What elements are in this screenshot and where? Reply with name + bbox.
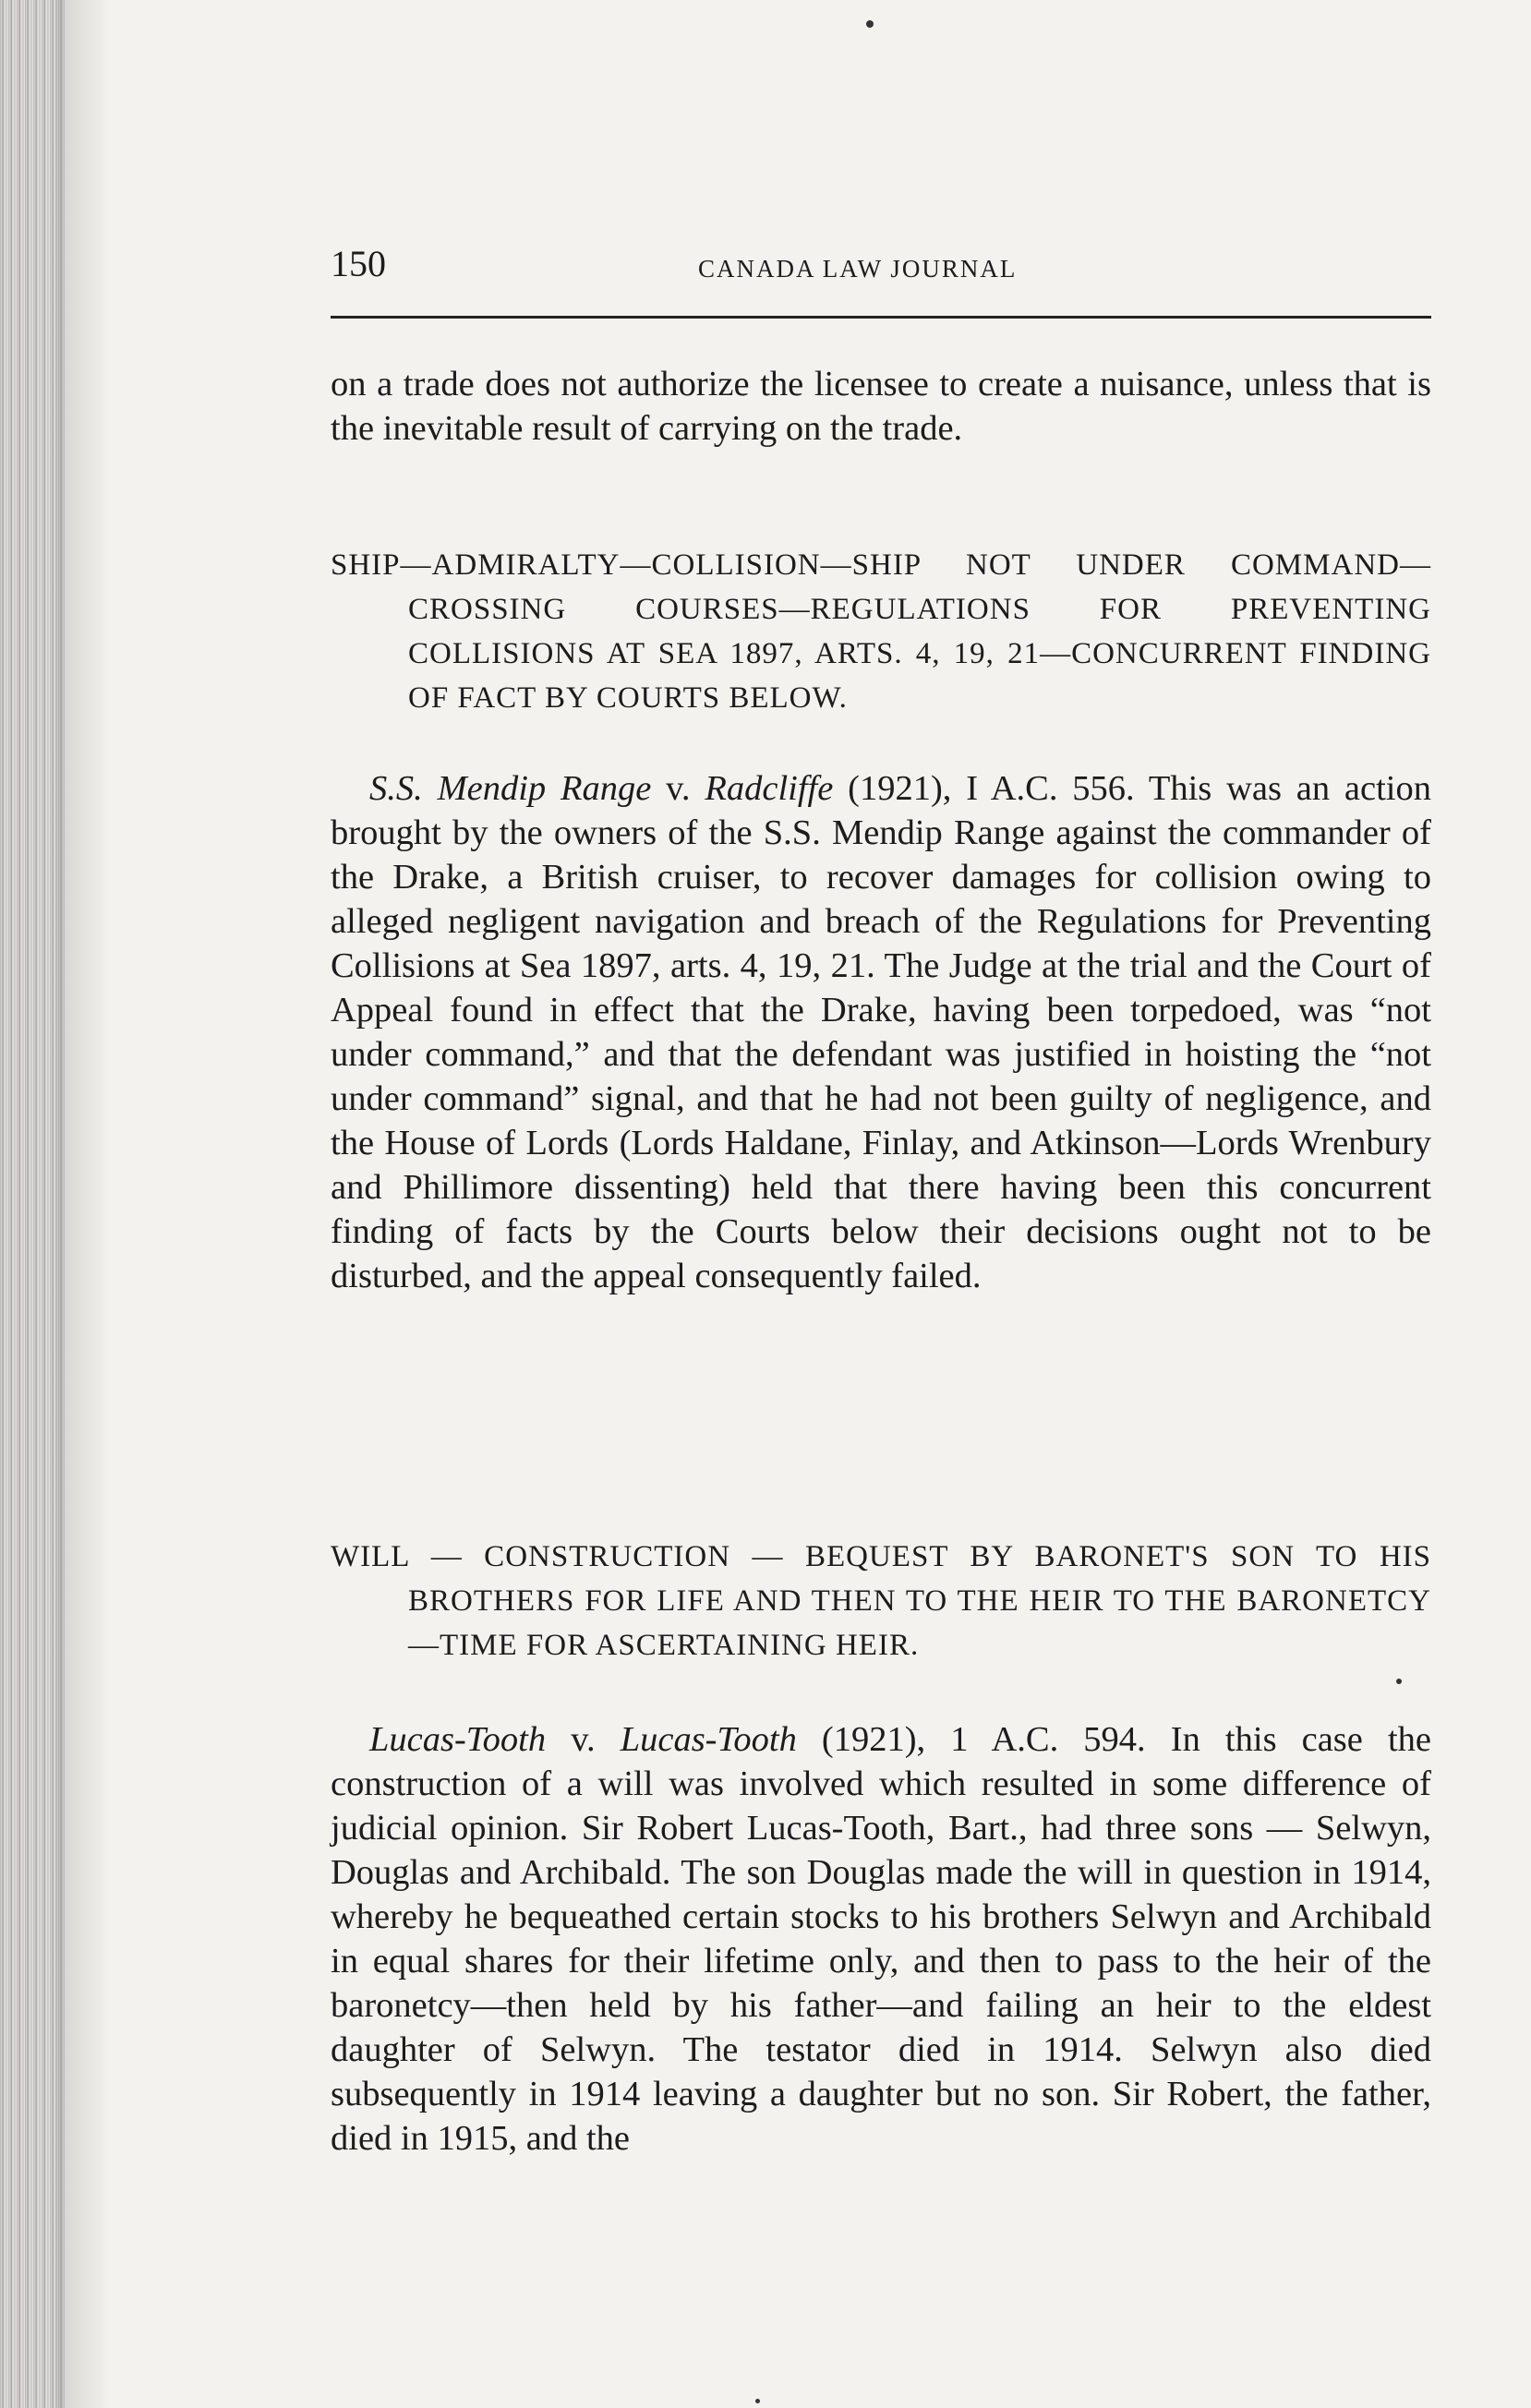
- case-name: S.S. Mendip Range: [369, 769, 652, 808]
- case-paragraph-lucas-tooth: [331, 1717, 1431, 2161]
- running-head: CANADA LAW JOURNAL: [698, 255, 1018, 283]
- scan-speck: [866, 20, 874, 28]
- case-versus: v.: [651, 769, 705, 808]
- case-citation: (1921), 1 A.C. 594.: [796, 1720, 1171, 1759]
- case-name: Lucas-Tooth: [369, 1720, 547, 1759]
- continuation-text: on a trade does not authorize the licensee to create a nuisance, unless that is the inevitable result of carrying on the trade.: [331, 365, 1431, 448]
- case-paragraph-mendip-range: [331, 766, 1431, 1298]
- header-rule: [331, 316, 1431, 319]
- headnote-text: WILL — CONSTRUCTION — BEQUEST BY BARONET'S SON TO HIS BROTHERS FOR LIFE AND THEN TO THE HEIR TO THE BARONETCY —TIME FOR ASCERTAINING HEIR.: [331, 1540, 1431, 1662]
- case-body: This was an action brought by the owners of the S.S. Mendip Range against the commander of the Drake, a British cruiser, to recover damages for collision owing to alleged negligent navigation and breach of the Regulations for Preventing Collisions at Sea 1897, arts. 4, 19, 21. The Judge at the trial and the Court of Appeal found in effect that the Drake, having been torpedoed, was “not under command,” and that the defendant was justified in hoisting the “not under command” signal, and that he had not been guilty of negligence, and the House of Lords (Lords Haldane, Finlay, and Atkinson—Lords Wrenbury and Phillimore dissenting) held that there having been this concurrent finding of facts by the Courts below their decisions ought not to be disturbed, and the appeal consequently failed.: [331, 769, 1431, 1295]
- page-number: 150: [331, 243, 386, 284]
- headnote-text: SHIP—ADMIRALTY—COLLISION—SHIP NOT UNDER COMMAND—CROSSING COURSES—REGULATIONS FOR PREVENTING COLLISIONS AT SEA 1897, ARTS. 4, 19, 21—CONCURRENT FINDING OF FACT BY COURTS BELOW.: [331, 548, 1431, 715]
- continuation-paragraph: [331, 362, 1431, 451]
- case-versus: v.: [546, 1720, 621, 1759]
- headnote-will-construction: [331, 1535, 1431, 1668]
- scan-speck: [1396, 1679, 1402, 1684]
- case-name-respondent: Lucas-Tooth: [620, 1720, 797, 1759]
- case-citation: (1921), I A.C. 556.: [833, 769, 1149, 808]
- scan-gutter-shadow: [55, 0, 111, 2408]
- case-paragraph: [331, 766, 1431, 1298]
- scan-speck: [755, 2399, 760, 2403]
- page-header: [331, 242, 1439, 288]
- headnote-ship-admiralty: [331, 543, 1431, 720]
- case-paragraph: [331, 1717, 1431, 2161]
- case-body: In this case the construction of a will was involved which resulted in some difference of judicial opinion. Sir Robert Lucas-Tooth, Bart., had three sons — Selwyn, Douglas and Archibald. The son Douglas made the will in question in 1914, whereby he bequeathed certain stocks to his brothers Selwyn and Archibald in equal shares for their lifetime only, and then to pass to the heir of the baronetcy—then held by his father—and failing an heir to the eldest daughter of Selwyn. The testator died in 1914. Selwyn also died subsequently in 1914 leaving a daughter but no son. Sir Robert, the father, died in 1915, and the: [331, 1720, 1432, 2158]
- case-name-respondent: Radcliffe: [705, 769, 834, 808]
